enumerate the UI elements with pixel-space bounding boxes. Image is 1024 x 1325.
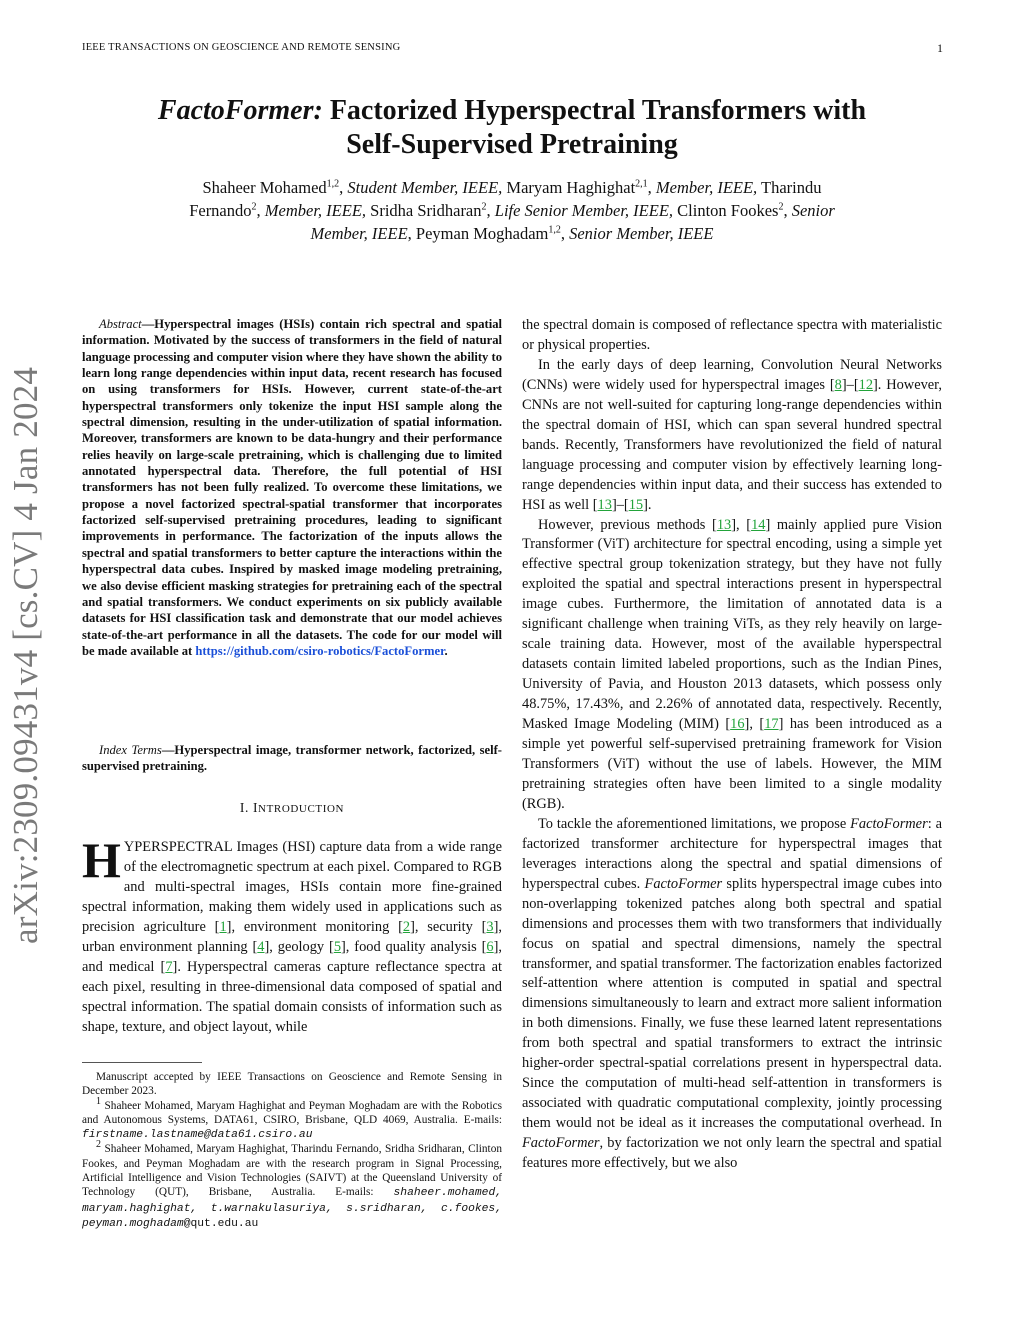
email-address: firstname.lastname@data61.csiro.au (82, 1129, 313, 1142)
citation-link[interactable]: 1 (219, 918, 227, 935)
affiliation-sup: 2,1 (635, 178, 648, 190)
index-terms-label: Index Terms (99, 743, 162, 757)
affiliation-sup: 1,2 (548, 224, 561, 236)
affiliation-sup: 2 (778, 201, 784, 213)
author-role: Life Senior Member, IEEE, (494, 201, 674, 220)
paragraph-text: ], [ (731, 516, 752, 533)
citation-link[interactable]: 17 (764, 716, 779, 733)
intro-text: ], security [ (410, 918, 487, 935)
citation-link[interactable]: 14 (751, 516, 766, 533)
email-address: shaheer.mohamed, maryam.haghighat, t.warnakulasuriya, s.sridharan, c.fookes, peyman.moghadam (82, 1187, 502, 1230)
affiliation-sup: 2 (251, 201, 257, 213)
abstract-text: —Hyperspectral images (HSIs) contain rich spectral and spatial information. Motivated by the success of transformers in the field of natural language processing and computer vision where they have shown the ability to learn long range dependencies within input data, recent research has focused on using transformers for HSIs. However, current state-of-the-art hyperspectral transformers only tokenize the input HSI sample along the spectral dimension, resulting in the under-utilization of spatial information. Moreover, transformers are known to be data-hungry and their performance relies heavily on large-scale pretraining, which is challenging due to limited annotated hyperspectral data. Therefore, the full potential of HSI transformers has not been fully realized. To overcome these limitations, we propose a novel factorized spectral-spatial transformer that incorporates factorized self-supervised pretraining procedures, leading to significant improvements in performance. The factorization of the inputs allows the spectral and spatial transformers to better capture the interactions within the hyperspectral data cubes. Inspired by masked image modeling pretraining, we also devise efficient masking strategies for pretraining each of the spectral and spatial transformers. We conduct experiments on six publicly available datasets for HSI classification task and demonstrate that our model achieves state-of-the-art performance in all the datasets. The code for our model will be made available at (82, 317, 502, 658)
section-first-letter: I (252, 800, 259, 815)
paragraph-text: ] has been introduced as a simple yet powerful self-supervised pretraining framework for Vision Transformers (ViT) without the use of labels. However, the MIM pretraining strategies often have been limited to a single modality (RGB). (522, 716, 942, 812)
index-terms (82, 742, 502, 775)
citation-link[interactable]: 15 (628, 496, 644, 513)
author-name: Clinton Fookes (677, 201, 779, 220)
paragraph-text: splits hyperspectral image cubes into non-overlapping tokenized patches along both spectral and spatial dimensions and processes them with two transformers that individually focus on spatial and spectral dimensions, namely the spectral transformer, and spatial transformer. The factorization enables factorized self-attention where attention is computed in spatial and spectral dimensions simultaneously to learn and extract more salient information in both dimensions. Finally, we fuse these learned latent representations from both spectral and spatial transformers to extract the intrinsic higher-order spectral-spatial correlations present in hyperspectral data. Since the computation of multi-head self-attention in transformers is associated with quadratic computational complexity, jointly processing them would not be ideal as it increases the computational overhead. In (522, 875, 942, 1132)
author-name: Sridha Sridharan (370, 201, 482, 220)
paragraph-text: : a factorized transformer architecture for hyperspectral images that leverages interactions along the spectral and spatial dimensions of hyperspectral cubes. (522, 815, 942, 892)
page-number: 1 (937, 41, 943, 55)
citation-link[interactable]: 8 (834, 376, 842, 393)
author-list: Shaheer Mohamed$^{1,2}$, Student Member, IEEE, Maryam Haghighat$^{2,1}$, Member, IEEE, Tharindu Fernando$^2$, Member, IEEE, Sridha Sridharan$^2$, Life Senior Member, IEEE, Clinton Fookes$^2$, Senior Member, IEEE, Peyman Moghadam$^{1,2}$, Senior Member, IEEE (189, 178, 835, 243)
citation-link[interactable]: 2 (402, 918, 411, 935)
section-title-smallcaps: NTRODUCTION (258, 803, 345, 815)
author-role: Member, IEEE, (264, 201, 367, 220)
paragraph-text: ], [ (744, 716, 765, 733)
intro-text: ], and medical [ (82, 938, 503, 975)
author-name: Peyman Moghadam (415, 224, 549, 243)
model-name: FactoFormer (522, 1135, 600, 1152)
footnote-marker: 2 (96, 1139, 101, 1151)
footnote-text: Shaheer Mohamed, Maryam Haghighat, Tharindu Fernando, Sridha Sridharan, Clinton Fookes, and Peyman Moghadam are with the research program in Signal Processing, Artificial Intelligence and Vision Technologies (SAIVT) at the Queensland University of Technology (QUT), Brisbane, Australia. E-mails: (82, 1143, 502, 1199)
footnote-marker: 1 (96, 1095, 101, 1107)
intro-text: ], food quality analysis [ (341, 938, 487, 955)
author-name: Maryam Haghighat (506, 178, 636, 197)
index-terms-text: —Hyperspectral image, transformer network, factorized, self-supervised pretraining. (82, 743, 502, 774)
citation-link[interactable]: 16 (730, 716, 745, 733)
model-name: FactoFormer (644, 875, 723, 892)
paragraph-text: However, previous methods [ (538, 516, 717, 533)
citation-link[interactable]: 12 (858, 376, 874, 393)
title-italic: FactoFormer: (157, 95, 323, 126)
citation-link[interactable]: 7 (165, 958, 173, 975)
citation-link[interactable]: 5 (333, 938, 342, 955)
author-name: Tharindu (761, 178, 822, 197)
citation-link[interactable]: 6 (486, 938, 494, 955)
footnote-1 (82, 1095, 502, 1143)
title-line2: Self-Supervised Pretraining (346, 129, 678, 160)
intro-paragraph (82, 832, 503, 1038)
abstract-label: Abstract (99, 317, 142, 331)
intro-text: ], geology [ (264, 938, 334, 955)
footnote-text: Shaheer Mohamed, Maryam Haghighat and Peyman Moghadam are with the Robotics and Autonomous Systems, DATA61, CSIRO, Brisbane, QLD 4069, Australia. E-mails: (82, 1099, 502, 1126)
paragraph (522, 356, 942, 516)
right-column (522, 316, 942, 1174)
footnotes (82, 1070, 502, 1231)
paragraph-text: ]. (643, 496, 652, 513)
citation-link[interactable]: 4 (257, 938, 265, 955)
paragraph: the spectral domain is composed of reflectance spectra with materialistic or physical properties. (522, 317, 942, 353)
email-domain: @qut.edu.au (183, 1217, 259, 1230)
intro-text: ], urban environment planning [ (82, 918, 502, 955)
section-heading (82, 800, 502, 816)
paragraph-text: ]–[ (841, 376, 859, 393)
paragraph-text: ]. However, CNNs are not well-suited for capturing long-range dependencies within the spectral domain of HSI, which can span several hundred spectral bands. Recently, Transformers have revolutionized the field of natural language processing and computer vision by effectively learning long-range dependencies within input data, and their success has extended to HSI as well [ (522, 376, 942, 513)
intro-text: YPERSPECTRAL Images (HSI) capture data from a wide range of the electromagnetic spectrum at each pixel. Compared to RGB and multi-spectral images, HSIs contain more fine-grained spectral information, making them widely used in applications such as precision agriculture [ (82, 839, 502, 935)
intro-text: ]. Hyperspectral cameras capture reflectance spectra at each pixel, resulting in three-dimensional data composed of spatial and spectral information. The spatial domain consists of information such as shape, texture, and object layout, while (82, 958, 503, 1035)
affiliation-sup: 1,2 (326, 178, 340, 190)
paragraph-text: In the early days of deep learning, Convolution Neural Networks (CNNs) were widely used for hyperspectral images [ (522, 356, 942, 393)
paragraph (522, 815, 942, 1174)
abstract (82, 316, 502, 659)
author-role: Student Member, IEEE, (347, 178, 503, 197)
citation-link[interactable]: 13 (597, 496, 612, 513)
drop-cap: H (82, 832, 121, 888)
paragraph-text: ] mainly applied pure Vision Transformer (ViT) architecture for spectral encoding, using a simple yet effective spectral group tokenization strategy, but they have not fully exploited the spatial and spectral interactions present in hyperspectral image cubes. Furthermore, the limitation of annotated data is a significant challenge when training ViTs, as they rely heavily on large-scale training data. However, most of the available hyperspectral datasets contain limited labeled proportions, such as the Indian Pines, University of Pavia, and Houston 2013 datasets, which possess only 48.75%, 17.43%, and 2.26% of annotated data, respectively. Recently, Masked Image Modeling (MIM) [ (522, 516, 942, 733)
intro-text: ], environment monitoring [ (226, 918, 403, 935)
affiliation-sup: 2 (481, 201, 487, 213)
author-role: Senior Member, IEEE (569, 224, 714, 243)
author-name: Shaheer Mohamed (202, 178, 327, 197)
model-name: FactoFormer (850, 815, 928, 832)
author-role: Member, IEEE (310, 224, 408, 243)
author-name: Fernando (189, 201, 252, 220)
running-header: IEEE TRANSACTIONS ON GEOSCIENCE AND REMOTE SENSING (82, 42, 401, 53)
paragraph (522, 516, 942, 815)
paragraph-text: ]–[ (611, 496, 629, 513)
paper-title (80, 94, 944, 162)
arxiv-stamp: arXiv:2309.09431v4 [cs.CV] 4 Jan 2024 (6, 366, 45, 944)
abstract-end: . (444, 643, 448, 658)
code-link[interactable]: https://github.com/csiro-robotics/FactoFormer (195, 643, 445, 658)
author-role: Senior (791, 201, 835, 220)
paragraph-text: To tackle the aforementioned limitations, we propose (538, 815, 851, 832)
footnote-manuscript: Manuscript accepted by IEEE Transactions on Geoscience and Remote Sensing in December 2023. (82, 1071, 502, 1098)
footnote-2 (82, 1139, 502, 1231)
citation-link[interactable]: 3 (486, 918, 494, 935)
footnote-rule (82, 1062, 202, 1063)
title-rest: Factorized Hyperspectral Transformers with (322, 95, 867, 126)
author-role: Member, IEEE, (655, 178, 758, 197)
section-number: I. (239, 800, 253, 815)
paragraph-text: , by factorization we not only learn the spectral and spatial features more effectively, but we also (522, 1135, 942, 1172)
citation-link[interactable]: 13 (716, 516, 732, 533)
